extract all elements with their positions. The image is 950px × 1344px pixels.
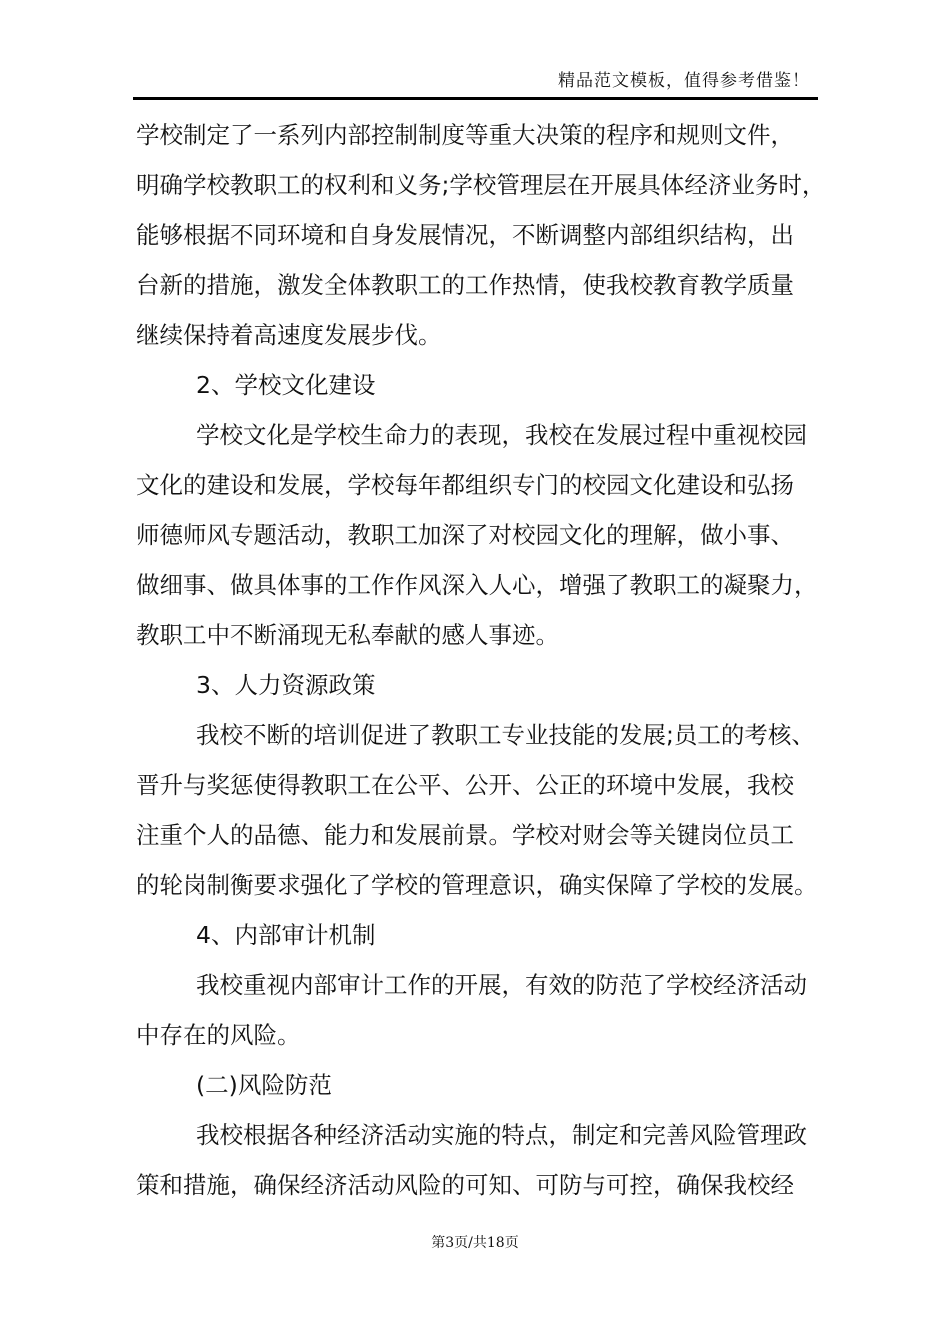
text-line: 策和措施，确保经济活动风险的可知、可防与可控，确保我校经 [136, 1171, 794, 1199]
text-line: 继续保持着高速度发展步伐。 [136, 321, 442, 349]
text-line: 我校不断的培训促进了教职工专业技能的发展;员工的考核、 [196, 721, 815, 749]
text-line: 教职工中不断涌现无私奉献的感人事迹。 [136, 621, 559, 649]
text-line: 师德师风专题活动，教职工加深了对校园文化的理解，做小事、 [136, 521, 794, 549]
text-line: 3、人力资源政策 [196, 671, 376, 699]
text-line: 晋升与奖惩使得教职工在公平、公开、公正的环境中发展，我校 [136, 771, 794, 799]
text-line: (二)风险防范 [196, 1071, 332, 1099]
document-body [136, 110, 826, 1210]
text-line: 文化的建设和发展，学校每年都组织专门的校园文化建设和弘扬 [136, 471, 794, 499]
text-line: 台新的措施，激发全体教职工的工作热情，使我校教育教学质量 [136, 271, 794, 299]
text-line: 学校文化是学校生命力的表现，我校在发展过程中重视校园 [196, 421, 807, 449]
text-line: 我校重视内部审计工作的开展，有效的防范了学校经济活动 [196, 971, 807, 999]
text-line: 4、内部审计机制 [196, 921, 376, 949]
header-divider [133, 97, 818, 100]
text-line: 2、学校文化建设 [196, 371, 376, 399]
text-line: 我校根据各种经济活动实施的特点，制定和完善风险管理政 [196, 1121, 807, 1149]
text-line: 中存在的风险。 [136, 1021, 301, 1049]
page-number: 第3页/共18页 [431, 1235, 519, 1251]
text-line: 的轮岗制衡要求强化了学校的管理意识，确实保障了学校的发展。 [136, 871, 818, 899]
text-line: 能够根据不同环境和自身发展情况，不断调整内部组织结构，出 [136, 221, 794, 249]
text-line: 注重个人的品德、能力和发展前景。学校对财会等关键岗位员工 [136, 821, 794, 849]
text-line: 学校制定了一系列内部控制制度等重大决策的程序和规则文件， [136, 121, 794, 149]
page-header-text: 精品范文模板，值得参考借鉴！ [558, 71, 810, 91]
text-line: 做细事、做具体事的工作作风深入人心，增强了教职工的凝聚力， [136, 571, 818, 599]
text-line: 明确学校教职工的权利和义务;学校管理层在开展具体经济业务时， [136, 171, 826, 199]
